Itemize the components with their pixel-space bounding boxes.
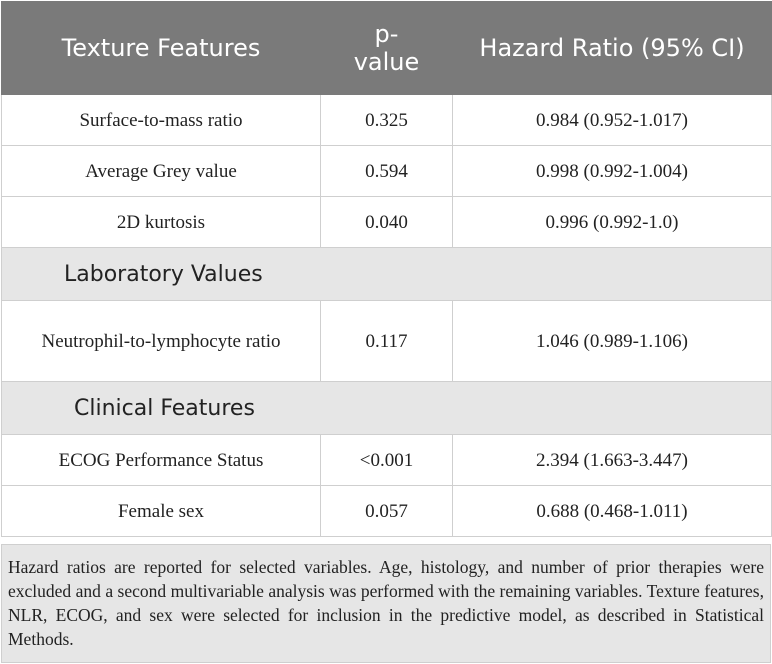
feature-cell-text: Neutrophil-to-lymphocyte ratio — [41, 330, 281, 352]
table-footnote: Hazard ratios are reported for selected variables. Age, histology, and number of prior therapies were excluded and a second multivariable analysis was performed with the remaining variables. Texture features, NLR, ECOG, and sex were selected for inclusion in the predictive model, as described in Statistical Methods. — [1, 544, 771, 663]
p-value-cell: 0.117 — [321, 301, 453, 382]
header-p-value: p- value — [321, 2, 453, 95]
feature-cell: Surface-to-mass ratio — [2, 95, 321, 146]
p-value-cell: 0.057 — [321, 486, 453, 537]
header-row — [2, 2, 772, 95]
p-value-cell: <0.001 — [321, 435, 453, 486]
feature-cell: Female sex — [2, 486, 321, 537]
section-title-laboratory: Laboratory Values — [2, 248, 772, 301]
table-row — [2, 95, 772, 146]
hazard-ratio-cell: 0.998 (0.992-1.004) — [453, 146, 772, 197]
hazard-ratio-cell: 1.046 (0.989-1.106) — [453, 301, 772, 382]
hazard-ratio-cell: 2.394 (1.663-3.447) — [453, 435, 772, 486]
table-row — [2, 486, 772, 537]
hazard-ratio-cell: 0.688 (0.468-1.011) — [453, 486, 772, 537]
feature-cell: ECOG Performance Status — [2, 435, 321, 486]
hazard-ratio-cell: 0.996 (0.992-1.0) — [453, 197, 772, 248]
feature-cell: 2D kurtosis — [2, 197, 321, 248]
hazard-ratio-table — [1, 1, 772, 537]
table-row — [2, 197, 772, 248]
section-row-laboratory — [2, 248, 772, 301]
section-row-clinical — [2, 382, 772, 435]
p-value-cell: 0.040 — [321, 197, 453, 248]
header-texture-features: Texture Features — [2, 2, 321, 95]
feature-cell: Average Grey value — [2, 146, 321, 197]
table-row — [2, 301, 772, 382]
p-value-cell: 0.594 — [321, 146, 453, 197]
section-title-clinical: Clinical Features — [2, 382, 772, 435]
p-value-cell: 0.325 — [321, 95, 453, 146]
hazard-ratio-cell: 0.984 (0.952-1.017) — [453, 95, 772, 146]
table-row — [2, 435, 772, 486]
table-row — [2, 146, 772, 197]
feature-cell — [2, 301, 321, 382]
header-hazard-ratio: Hazard Ratio (95% CI) — [453, 2, 772, 95]
